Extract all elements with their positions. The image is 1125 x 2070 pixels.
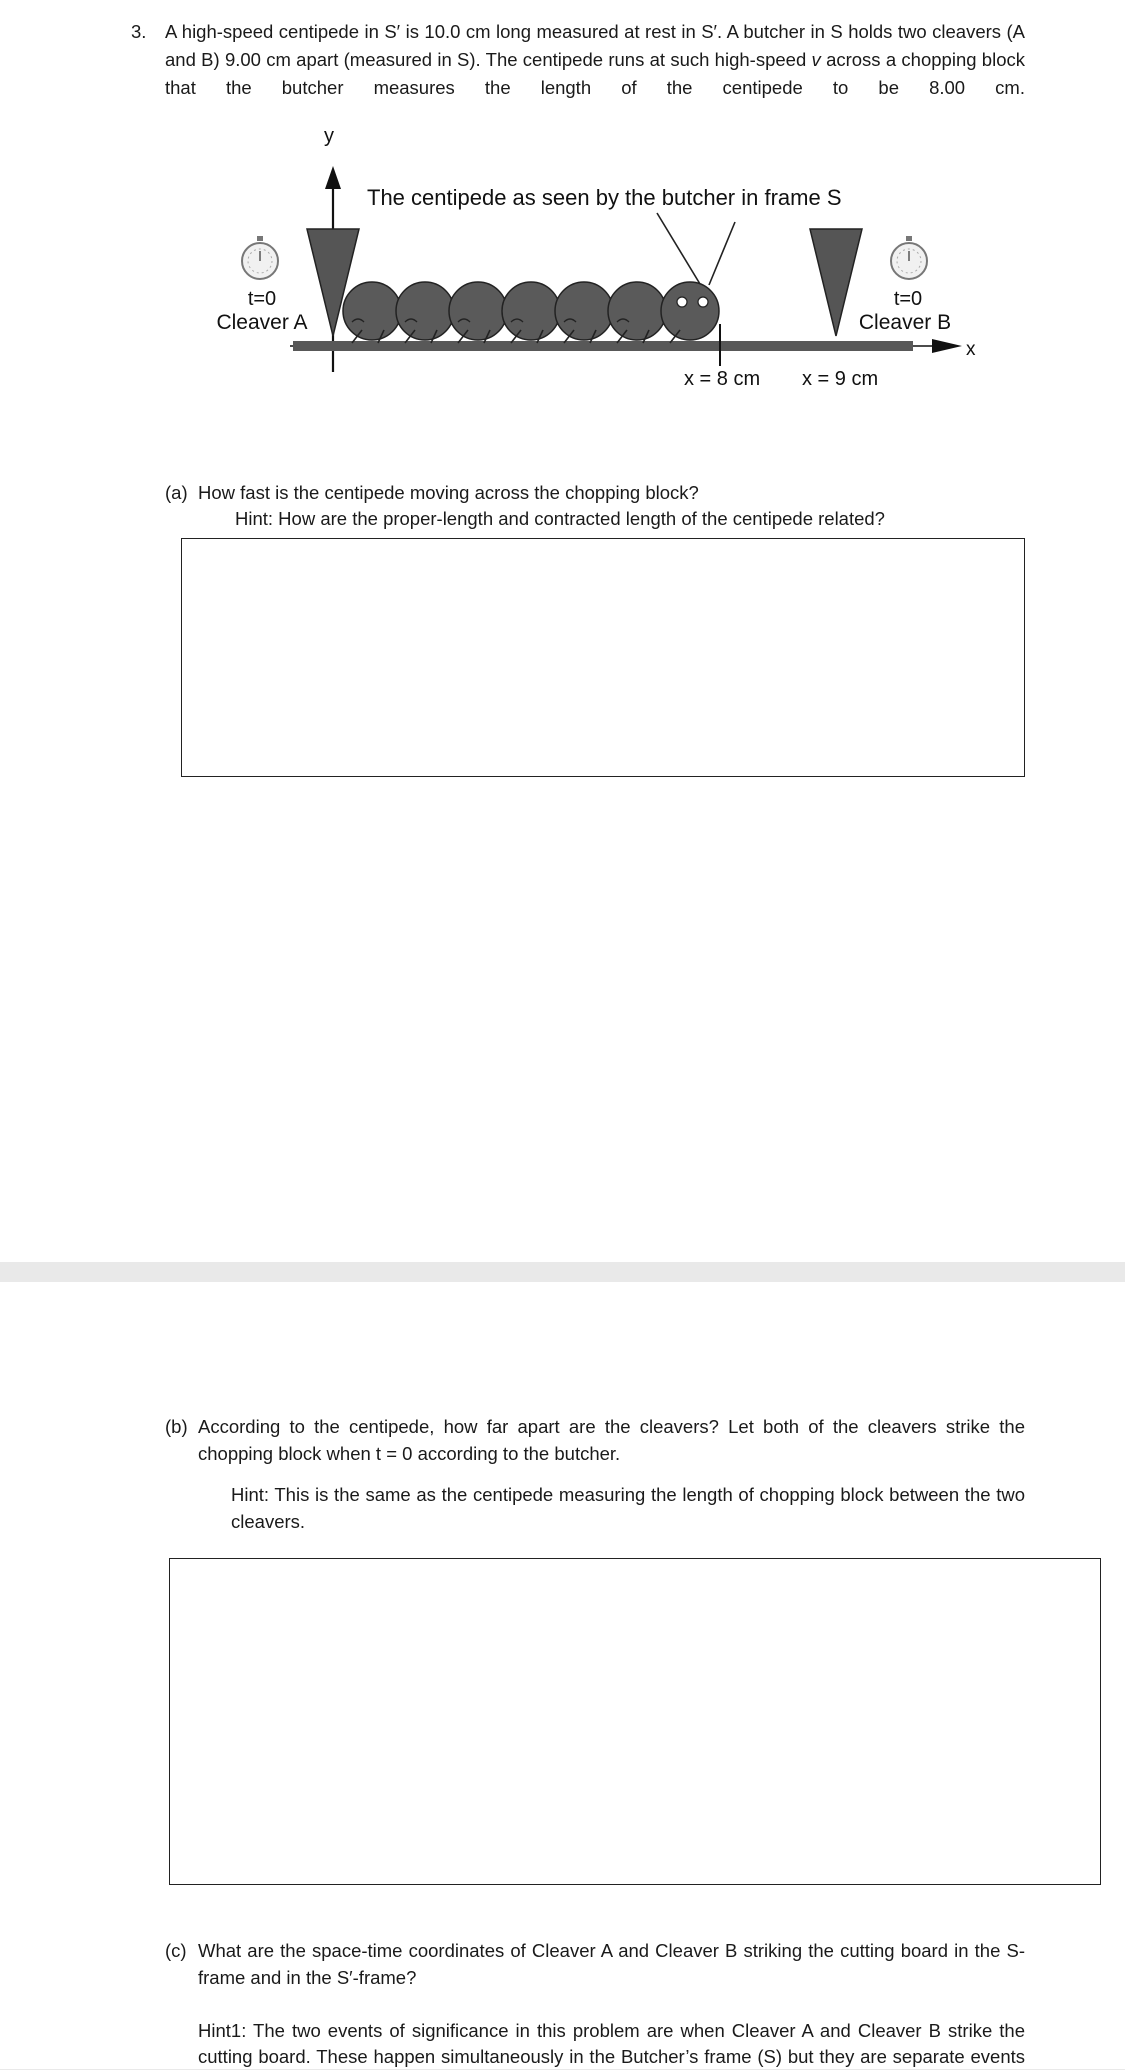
y-axis-arrow-icon	[325, 166, 341, 189]
centipede-segment	[343, 282, 401, 340]
centipede-eye-icon	[677, 297, 687, 307]
x-axis-arrow-icon	[932, 339, 962, 353]
centipede-head	[661, 282, 719, 340]
page-2	[0, 1282, 1125, 2069]
problem-line-1: A high-speed centipede in S′ is 10.0 cm long measured at rest in S′. A butcher in S holds two cleavers (A	[165, 21, 1025, 42]
part-b-question-line-2: chopping block when t = 0 according to the butcher.	[198, 1443, 621, 1464]
part-a-hint: Hint: How are the proper-length and contracted length of the centipede related?	[235, 508, 885, 529]
part-a-question: How fast is the centipede moving across the chopping block?	[198, 482, 699, 503]
clock-a-time: t=0	[247, 288, 277, 310]
centipede-figure	[0, 0, 1125, 420]
problem-line-2-start: and B) 9.00 cm apart (measured in S). The centipede runs at such high-speed	[165, 49, 812, 70]
chopping-block	[293, 341, 913, 351]
part-c-hint-line-2: cutting board. These happen simultaneously in the Butcher’s frame (S) but they are separate events	[198, 2046, 1025, 2067]
cleaver-b-position-label: x = 9 cm	[802, 368, 879, 390]
y-axis-label: y	[324, 125, 334, 147]
clock-b-time: t=0	[893, 288, 923, 310]
problem-line-3: that the butcher measures the length of the centipede to be 8.00 cm.	[165, 77, 1025, 98]
centipede-segment	[608, 282, 666, 340]
cleaver-b-blade	[810, 229, 862, 336]
centipede-segment	[555, 282, 613, 340]
part-c-hint-line-1: Hint1: The two events of significance in this problem are when Cleaver A and Cleaver B strike the	[198, 2020, 1025, 2041]
part-c-question-line-1: What are the space-time coordinates of Cleaver A and Cleaver B striking the cutting board in the S-	[198, 1940, 1025, 1961]
part-b-label: (b)	[165, 1416, 188, 1437]
centipede-segment	[396, 282, 454, 340]
figure-title: The centipede as seen by the butcher in frame S	[367, 185, 842, 210]
centipede	[343, 213, 735, 343]
part-a-answer-box[interactable]	[181, 538, 1025, 777]
centipede-segment	[449, 282, 507, 340]
x-axis-label: x	[966, 339, 976, 360]
part-c-question-line-2: frame and in the S′-frame?	[198, 1967, 417, 1988]
clock-a-label: Cleaver A	[216, 311, 308, 334]
stopwatch-b-icon	[891, 236, 927, 279]
problem-number: 3.	[131, 21, 147, 42]
clock-b-label: Cleaver B	[858, 311, 952, 334]
part-b-hint-line-1: Hint: This is the same as the centipede measuring the length of chopping block between the two	[231, 1484, 1025, 1505]
part-c-label: (c)	[165, 1940, 187, 1961]
velocity-symbol: v	[811, 49, 821, 70]
centipede-segment	[502, 282, 560, 340]
part-b-question-line-1: According to the centipede, how far apart are the cleavers? Let both of the cleavers strike the	[198, 1416, 1025, 1437]
part-b-answer-box[interactable]	[169, 1558, 1101, 1885]
problem-line-2-end: across a chopping block	[820, 49, 1025, 70]
part-b-hint-line-2: cleavers.	[231, 1511, 306, 1532]
centipede-eye-icon	[698, 297, 708, 307]
part-a-label: (a)	[165, 482, 188, 503]
centipede-antenna	[709, 222, 735, 285]
stopwatch-a-icon	[242, 236, 278, 279]
centipede-antenna	[657, 213, 700, 284]
head-position-label: x = 8 cm	[684, 368, 761, 390]
